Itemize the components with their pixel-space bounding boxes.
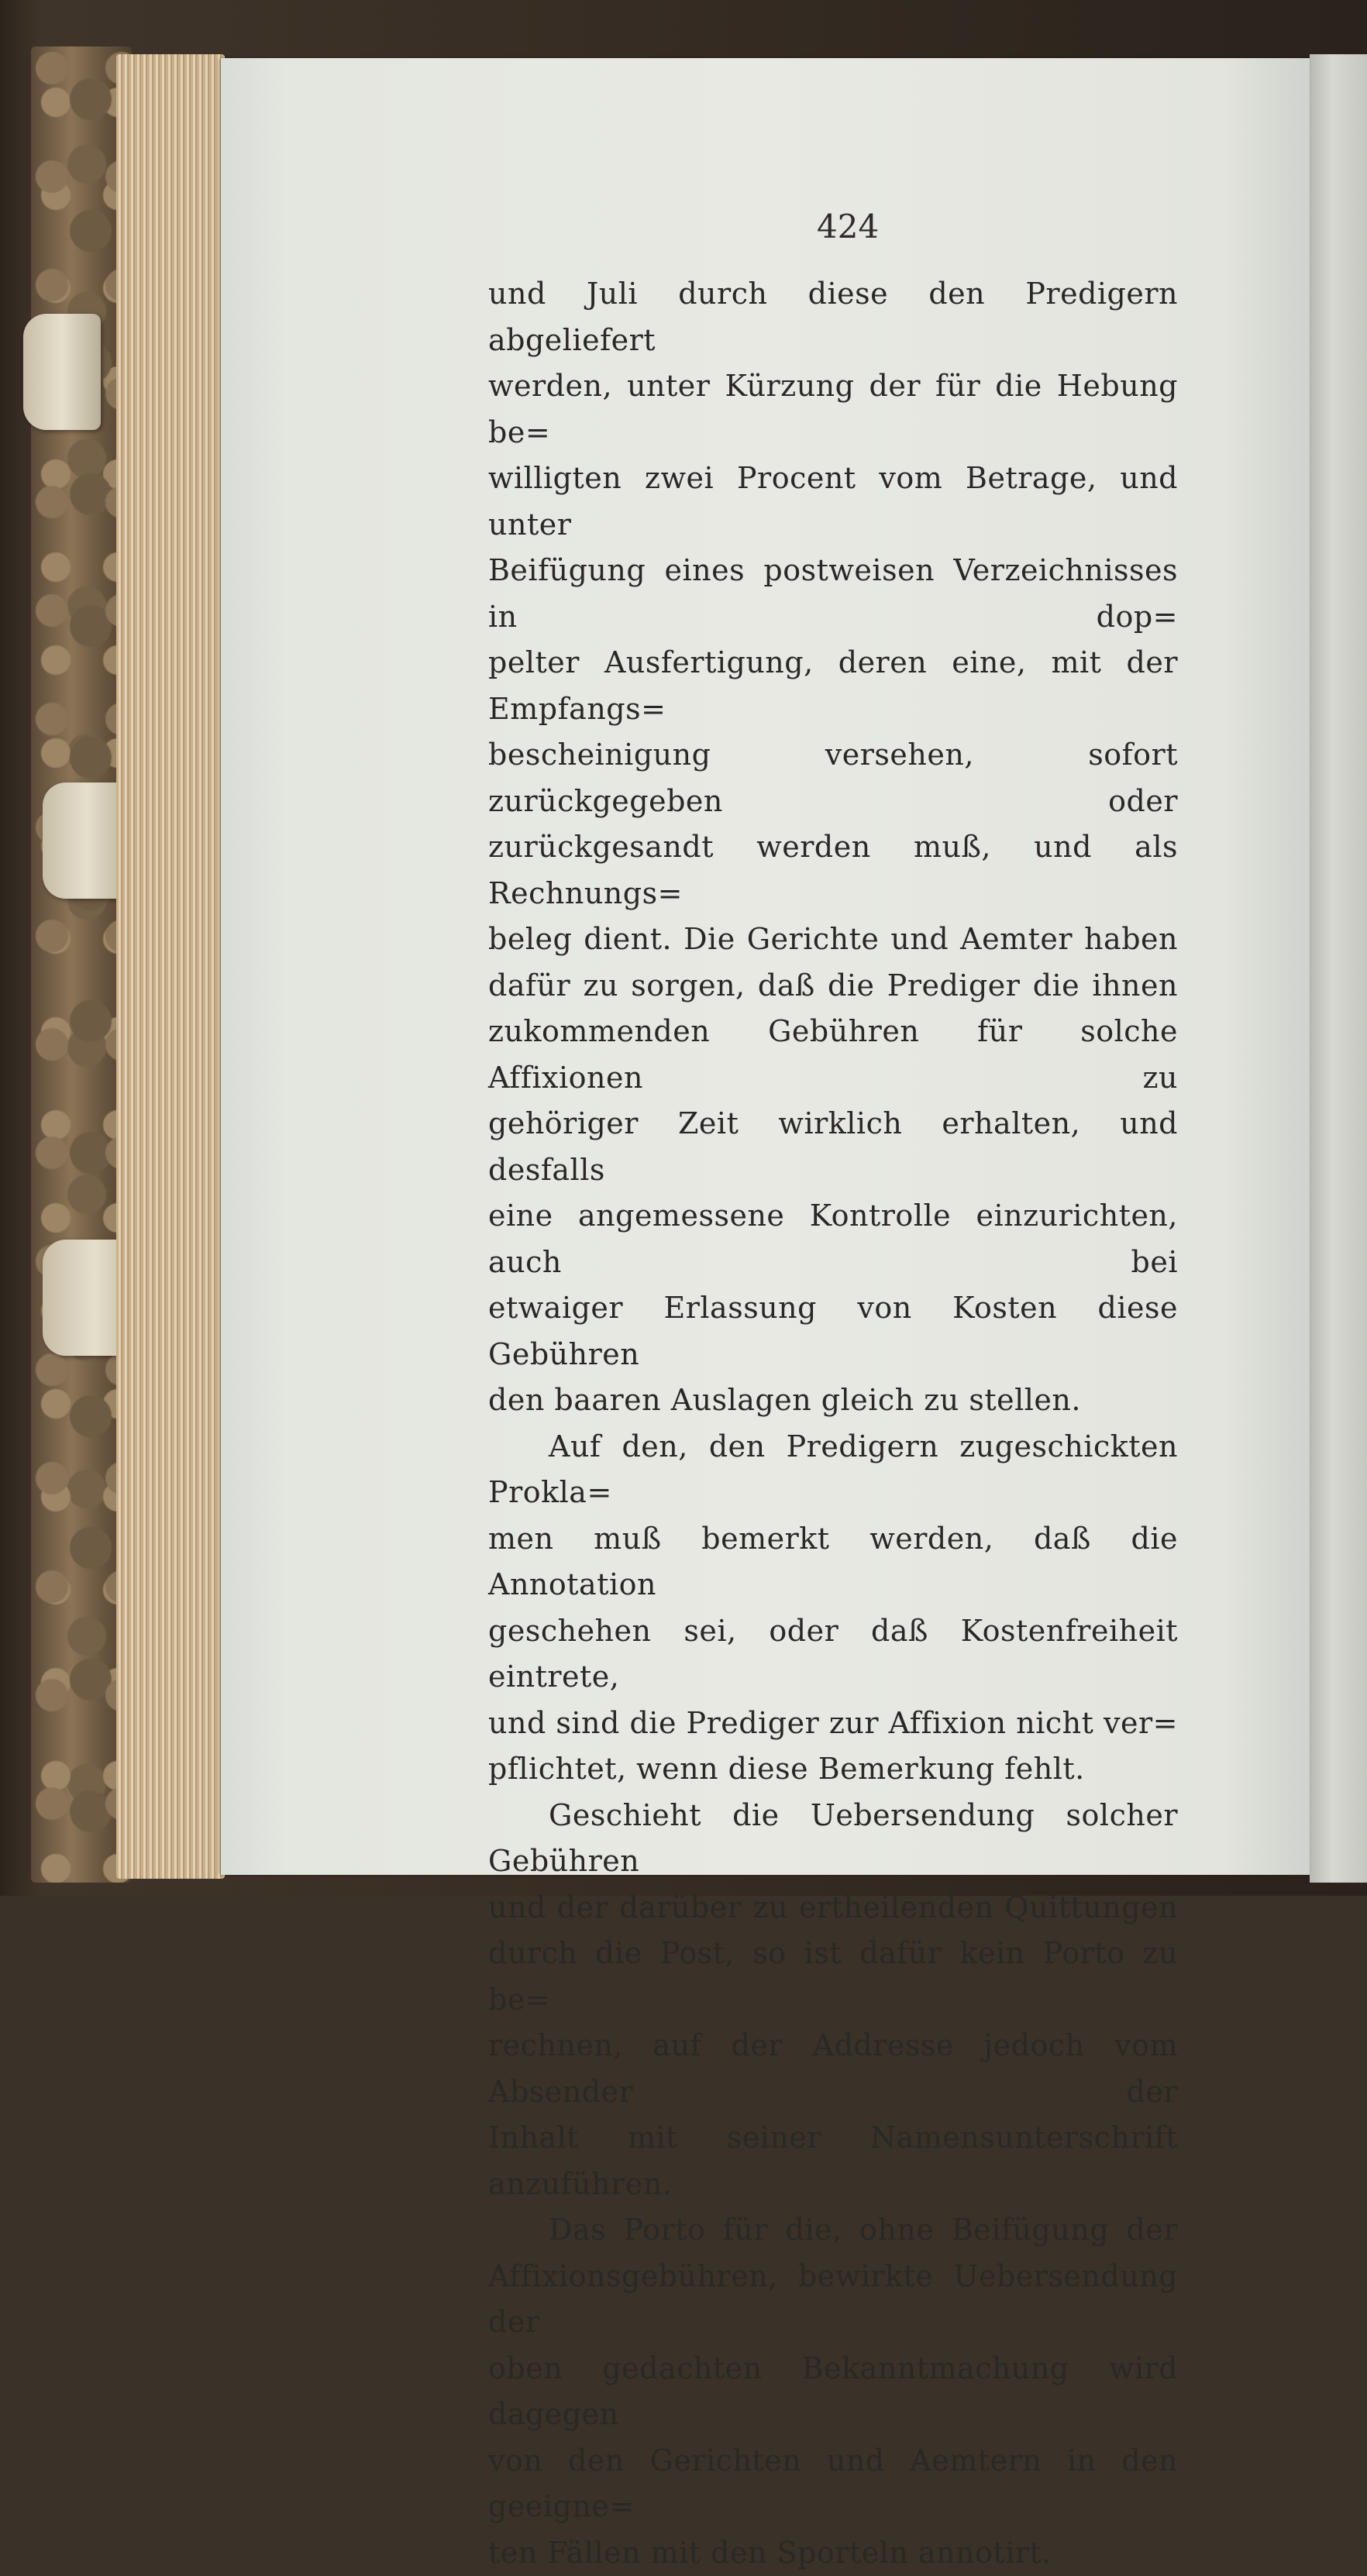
page-body (488, 271, 1178, 2576)
text-line: und Juli durch diese den Predigern abgeliefert (488, 271, 1178, 363)
text-line: durch die Post, so ist dafür kein Porto zu be= (488, 1931, 1178, 2023)
text-line: Das Porto für die, ohne Beifügung der (488, 2207, 1178, 2254)
text-line: bescheinigung versehen, sofort zurückgegeben oder (488, 732, 1178, 824)
text-line: Beifügung eines postweisen Verzeichnisses in dop= (488, 548, 1178, 640)
text-line: zurückgesandt werden muß, und als Rechnungs= (488, 824, 1178, 917)
text-line: pflichtet, wenn diese Bemerkung fehlt. (488, 1746, 1178, 1793)
text-line: pelter Ausfertigung, deren eine, mit der Empfangs= (488, 640, 1178, 732)
text-line: und sind die Prediger zur Affixion nicht ver= (488, 1701, 1178, 1747)
text-line: ten Fällen mit den Sporteln annotirt. (488, 2530, 1178, 2576)
text-line: Affixionsgebühren, bewirkte Uebersendung der (488, 2254, 1178, 2346)
text-line: eine angemessene Kontrolle einzurichten, auch bei (488, 1193, 1178, 1285)
text-line: etwaiger Erlassung von Kosten diese Gebühren (488, 1285, 1178, 1377)
text-line: men muß bemerkt werden, daß die Annotation (488, 1516, 1178, 1608)
paragraph (488, 271, 1178, 1424)
text-line: rechnen, auf der Addresse jedoch vom Absender der (488, 2023, 1178, 2115)
text-line: Auf den, den Predigern zugeschickten Prokla= (488, 1424, 1178, 1516)
text-line: geschehen sei, oder daß Kostenfreiheit eintrete, (488, 1608, 1178, 1701)
text-line: willigten zwei Procent vom Betrage, und unter (488, 456, 1178, 548)
text-line: Inhalt mit seiner Namensunterschrift anzuführen. (488, 2115, 1178, 2207)
paragraph (488, 1793, 1178, 2208)
text-line: dafür zu sorgen, daß die Prediger die ihnen (488, 963, 1178, 1009)
facing-page-edge (1310, 54, 1367, 1883)
page-edges (116, 54, 225, 1879)
text-line: gehöriger Zeit wirklich erhalten, und desfalls (488, 1101, 1178, 1193)
text-line: von den Gerichten und Aemtern in den geeigne= (488, 2438, 1178, 2530)
text-line: zukommenden Gebühren für solche Affixionen zu (488, 1009, 1178, 1101)
page-tab-marker (23, 314, 101, 430)
paragraph (488, 2207, 1178, 2576)
text-line: oben gedachten Bekanntmachung wird dagegen (488, 2346, 1178, 2438)
text-line: werden, unter Kürzung der für die Hebung be= (488, 363, 1178, 456)
text-line: und der darüber zu ertheilenden Quittungen (488, 1885, 1178, 1931)
page-number: 424 (817, 208, 879, 246)
paragraph (488, 1424, 1178, 1793)
text-line: den baaren Auslagen gleich zu stellen. (488, 1377, 1178, 1424)
text-line: Geschieht die Uebersendung solcher Gebühren (488, 1793, 1178, 1885)
text-line: beleg dient. Die Gerichte und Aemter haben (488, 917, 1178, 963)
